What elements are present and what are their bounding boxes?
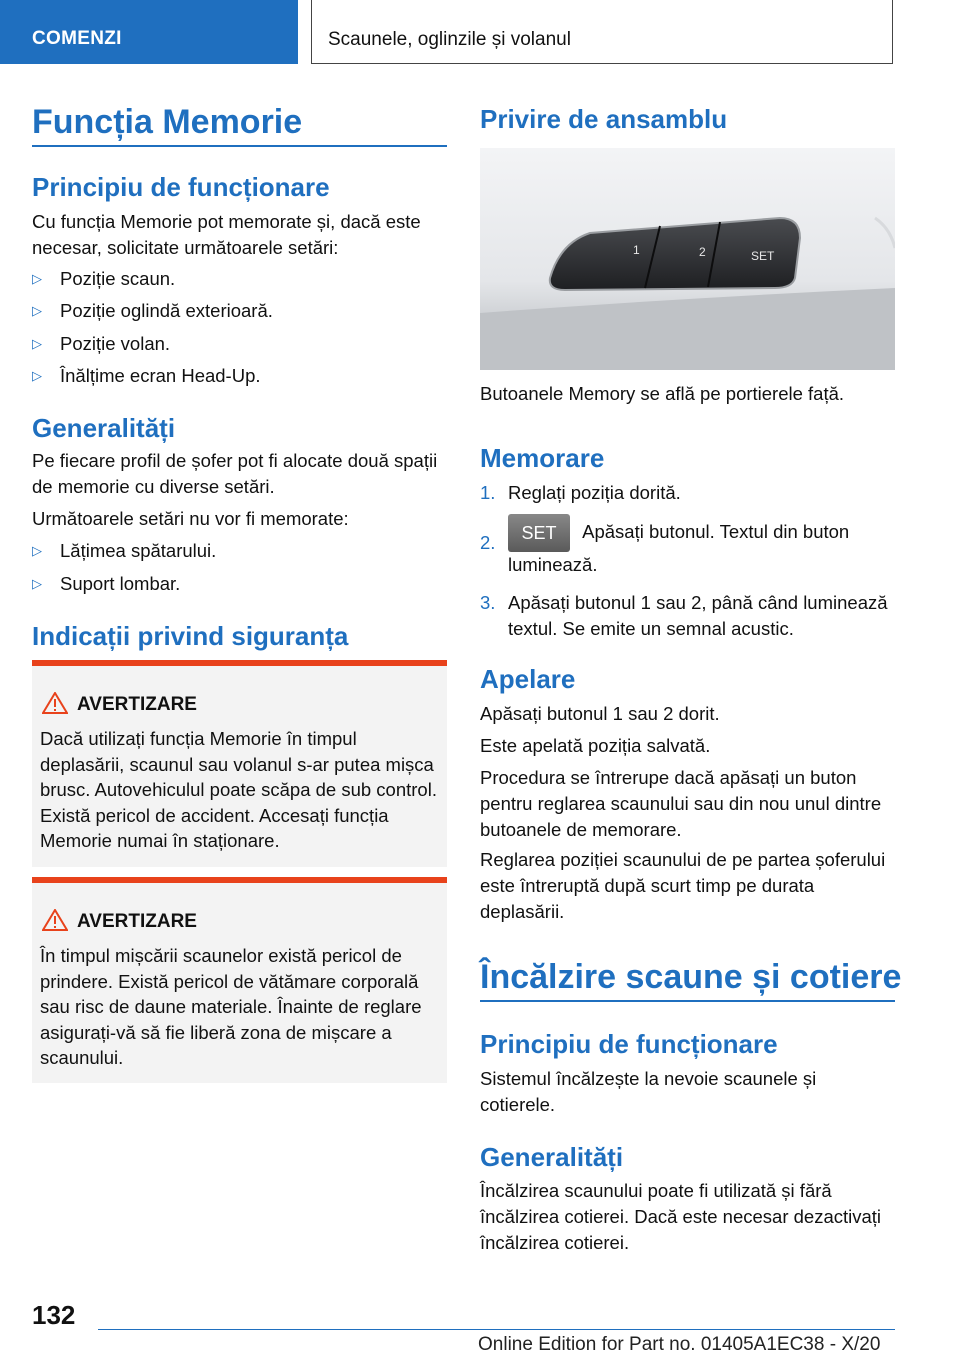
list-item: ▷ Înălțime ecran Head-Up. bbox=[32, 363, 261, 389]
warning-box bbox=[32, 877, 447, 1083]
incalzire-generalitati-heading: Generalități bbox=[480, 1142, 624, 1172]
apelare-text: Apăsați butonul 1 sau 2 dorit. bbox=[480, 703, 720, 724]
overview-heading: Privire de ansamblu bbox=[480, 104, 728, 134]
apelare-text: Este apelată poziția salvată. bbox=[480, 735, 711, 756]
memory-buttons-photo bbox=[480, 148, 895, 370]
step-number: 1. bbox=[480, 482, 496, 503]
incalzire-title: Încălzire scaune și cotiere bbox=[480, 958, 902, 996]
generalitati-text2: Următoarele setări nu vor fi memorate: bbox=[32, 508, 349, 529]
apelare-text: Procedura se întrerupe dacă apăsați un buton pentru reglarea scaunului sau din nou unul dintre butoanele de memorare. bbox=[480, 767, 882, 840]
incalzire-principiu-heading: Principiu de funcționare bbox=[480, 1029, 778, 1059]
step-number: 2. bbox=[480, 532, 496, 553]
memory-buttons-illustration bbox=[480, 148, 895, 370]
indicatii-heading: Indicații privind siguranța bbox=[32, 621, 349, 651]
memory-button-1-label: 1 bbox=[633, 243, 640, 257]
warning-triangle-icon bbox=[42, 909, 68, 931]
title-rule bbox=[32, 145, 447, 147]
apelare-heading: Apelare bbox=[480, 664, 576, 694]
memorare-heading: Memorare bbox=[480, 443, 605, 473]
memory-button-set-label: SET bbox=[751, 249, 775, 263]
photo-caption: Butoanele Memory se află pe portierele față. bbox=[480, 383, 845, 404]
step-text: Reglați poziția dorită. bbox=[508, 482, 681, 503]
section-label: COMENZI bbox=[32, 28, 122, 49]
principiu-text: Cu funcția Memorie pot memorate și, dacă este necesar, solicitate următoarele setări: bbox=[32, 211, 421, 258]
list-item bbox=[480, 480, 895, 506]
chapter-tab bbox=[311, 0, 893, 64]
step-number: 3. bbox=[480, 592, 496, 613]
list-item: ▷ Suport lombar. bbox=[32, 571, 180, 597]
warning-text: Dacă utilizați funcția Memorie în timpul deplasării, scaunul sau volanul s-ar putea mișca brusc. Autovehiculul poate scăpa de sub control. Există pericol de accident. Accesați funcția Memorie numai în staționare. bbox=[40, 728, 437, 851]
warning-box bbox=[32, 660, 447, 867]
apelare-text: Reglarea poziției scaunului de pe partea șoferului este întreruptă după scurt timp pe durata deplasării. bbox=[480, 849, 886, 922]
step-text: Apăsați butonul 1 sau 2, până când luminează textul. Se emite un semnal acustic. bbox=[508, 592, 888, 639]
generalitati-heading: Generalități bbox=[32, 413, 176, 443]
footer-edition: Online Edition for Part no. 01405A1EC38 - X/20 bbox=[478, 1334, 881, 1355]
list-item bbox=[480, 590, 898, 642]
list-item: ▷ Poziție oglindă exterioară. bbox=[32, 298, 273, 324]
list-item: ▷ Poziție scaun. bbox=[32, 266, 175, 292]
footer-rule bbox=[98, 1329, 895, 1330]
incalzire-generalitati-text: Încălzirea scaunului poate fi utilizată și fără încălzirea cotierei. Dacă este necesar dezactivați încălzirea cotierei. bbox=[480, 1180, 882, 1253]
page-number: 132 bbox=[32, 1300, 76, 1330]
principiu-heading: Principiu de funcționare bbox=[32, 172, 330, 202]
incalzire-principiu-text: Sistemul încălzește la nevoie scaunele și cotierele. bbox=[480, 1068, 817, 1115]
warning-text: În timpul mișcării scaunelor există pericol de prindere. Există pericol de vătămare corporală sau risc de daune materiale. Înainte de reglare asigurați-vă să fie liberă zona de mișcare a scaunului. bbox=[40, 945, 422, 1068]
step-text: Apăsați butonul. Textul din buton luminează. bbox=[508, 520, 850, 575]
set-button-icon: SET bbox=[508, 514, 570, 552]
list-item: ▷ Poziție volan. bbox=[32, 331, 170, 357]
memory-button-2-label: 2 bbox=[699, 245, 706, 259]
page-title: Funcția Memorie bbox=[32, 103, 303, 141]
list-item bbox=[480, 514, 898, 578]
generalitati-text: Pe fiecare profil de șofer pot fi alocate două spații de memorie cu diverse setări. bbox=[32, 450, 438, 497]
chapter-label: Scaunele, oglinzile și volanul bbox=[328, 29, 571, 50]
warning-triangle-icon bbox=[42, 692, 68, 714]
list-item: ▷ Lățimea spătarului. bbox=[32, 538, 216, 564]
section-tab[interactable] bbox=[0, 0, 298, 64]
incalzire-rule bbox=[480, 1000, 895, 1002]
warning-title: AVERTIZARE bbox=[77, 911, 197, 932]
warning-title: AVERTIZARE bbox=[77, 694, 197, 715]
